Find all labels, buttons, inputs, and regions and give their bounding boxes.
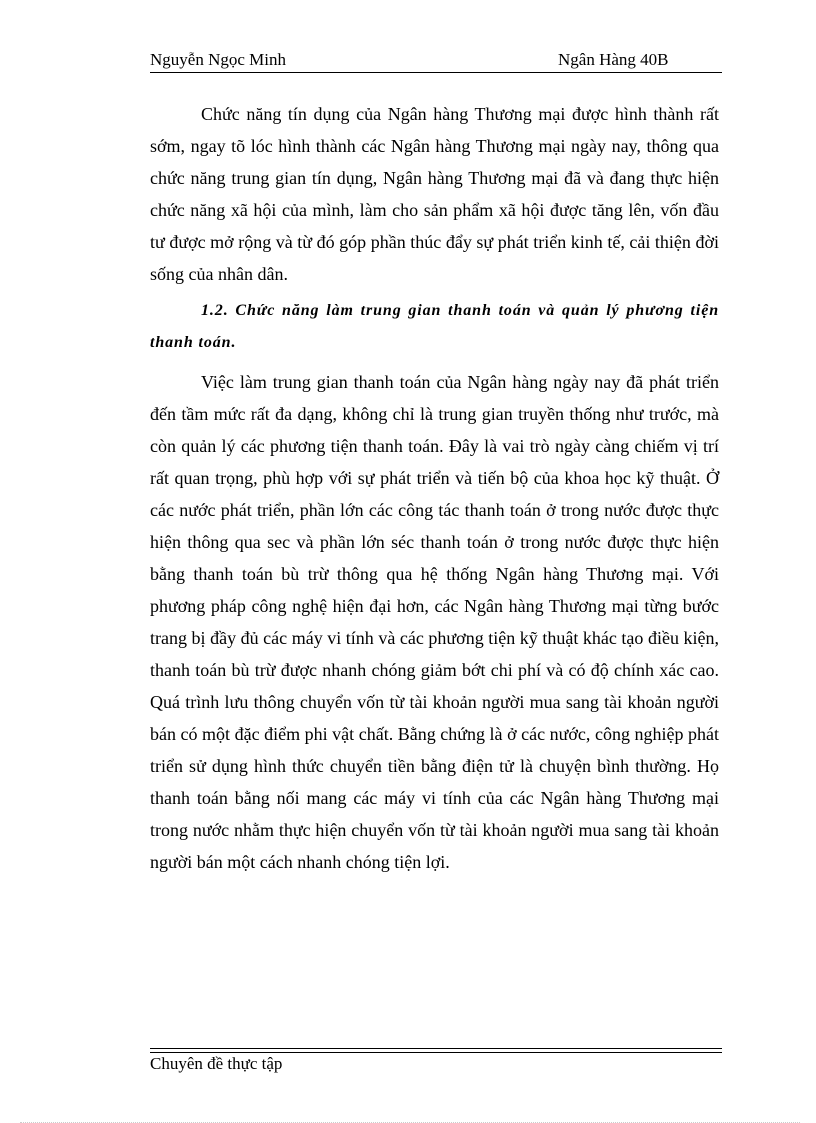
body-paragraph-1: Chức năng tín dụng của Ngân hàng Thương mại được hình thành rất sớm, ngay tõ lóc hình thành các Ngân hàng Thương mại ngày nay, thông qua chức năng trung gian tín dụng, Ngân hàng Thương mại đã và đang thực hiện chức năng xã hội của mình, làm cho sản phẩm xã hội được tăng lên, vốn đầu tư được mở rộng và từ đó góp phần thúc đẩy sự phát triển kinh tế, cải thiện đời sống của nhân dân. [150,104,719,284]
header-author: Nguyễn Ngọc Minh [150,50,286,69]
document-body [150,98,719,878]
footer-divider [150,1048,722,1053]
header-class: Ngân Hàng 40B [558,50,669,69]
footer-title: Chuyên đề thực tập [150,1054,283,1073]
body-paragraph-2: Việc làm trung gian thanh toán của Ngân hàng ngày nay đã phát triển đến tầm mức rất đa dạng, không chỉ là trung gian truyền thống như trước, mà còn quản lý các phương tiện thanh toán. Đây là vai trò ngày càng chiếm vị trí rất quan trọng, phù hợp với sự phát triển và tiến bộ của khoa học kỹ thuật. Ở các nước phát triển, phần lớn các công tác thanh toán ở trong nước được thực hiện thông qua sec và phần lớn séc thanh toán ở trong nước được thực hiện bằng thanh toán bù trừ thông qua hệ thống Ngân hàng Thương mại. Với phương pháp công nghệ hiện đại hơn, các Ngân hàng Thương mại từng bước trang bị đầy đủ các máy vi tính và các phương tiện kỹ thuật khác tạo điều kiện, thanh toán bù trừ được nhanh chóng giảm bớt chi phí và có độ chính xác cao. Quá trình lưu thông chuyển vốn từ tài khoản người mua sang tài khoản người bán có một đặc điểm phi vật chất. Bằng chứng là ở các nước, công nghiệp phát triển sử dụng hình thức chuyển tiền bằng điện tử là chuyện bình thường. Họ thanh toán bằng nối mang các máy vi tính của các Ngân hàng Thương mại trong nước nhằm thực hiện chuyển vốn từ tài khoản người mua sang tài khoản người bán một cách nhanh chóng tiện lợi. [150,372,719,872]
section-heading: 1.2. Chức năng làm trung gian thanh toán và quản lý phương tiện thanh toán. [150,302,719,351]
page-header [150,50,722,73]
